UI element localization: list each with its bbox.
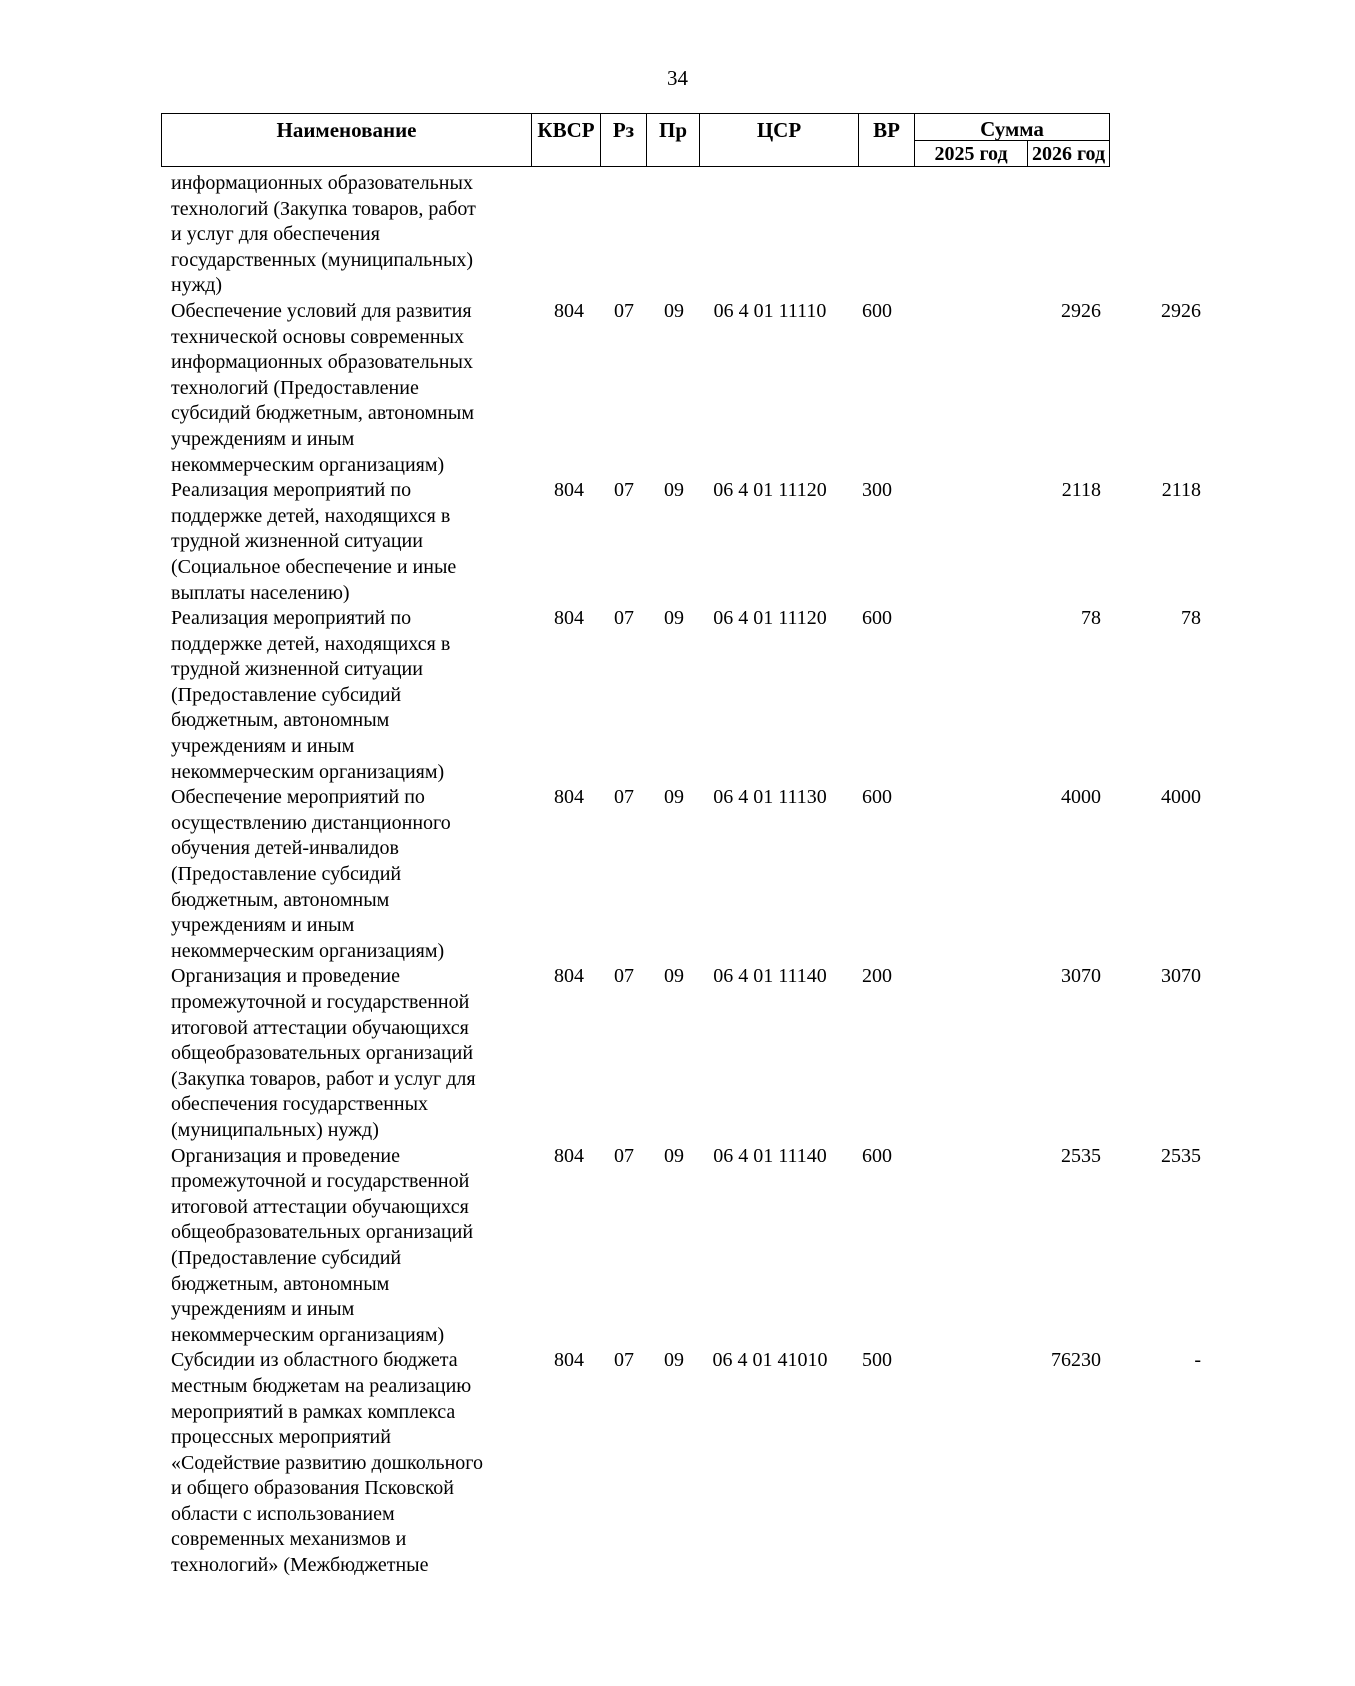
text-line: общеобразовательных организаций: [171, 1221, 474, 1244]
page-number: 34: [667, 66, 688, 90]
text-line: Организация и проведение: [171, 965, 400, 988]
sum-2025-cell: 2118: [1061, 479, 1101, 502]
sum-2026-cell: 4000: [1161, 786, 1201, 809]
rz-cell: 07: [614, 786, 634, 809]
table-row: [171, 1144, 1201, 1349]
text-line: поддержке детей, находящихся в: [171, 504, 451, 527]
row-name: [171, 1144, 521, 1349]
text-line: поддержке детей, находящихся в: [171, 632, 451, 655]
text-line: выплаты населению): [171, 581, 350, 604]
text-line: промежуточной и государственной: [171, 1170, 470, 1193]
text-line: (Предоставление субсидий: [171, 863, 402, 886]
vr-cell: 500: [862, 1349, 892, 1372]
csr-cell: 06 4 01 11140: [713, 1144, 827, 1167]
rz-cell: 07: [614, 1349, 634, 1372]
text-line: учреждениям и иным: [171, 735, 355, 758]
text-line: технологий (Закупка товаров, работ: [171, 197, 476, 220]
sum-2026-cell: 78: [1181, 607, 1201, 630]
text-line: субсидий бюджетным, автономным: [171, 402, 475, 425]
text-line: итоговой аттестации обучающихся: [171, 1016, 469, 1039]
pr-cell: 09: [664, 965, 684, 988]
text-line: бюджетным, автономным: [171, 888, 390, 911]
csr-cell: 06 4 01 11120: [713, 607, 827, 630]
text-line: Реализация мероприятий по: [171, 607, 412, 630]
text-line: Организация и проведение: [171, 1144, 400, 1167]
row-name: [171, 1348, 521, 1578]
text-line: технической основы современных: [171, 325, 465, 348]
pr-cell: 09: [664, 1349, 684, 1372]
rz-cell: 07: [614, 965, 634, 988]
text-line: (Социальное обеспечение и иные: [171, 555, 457, 578]
csr-cell: 06 4 01 11120: [713, 479, 827, 502]
text-line: (Закупка товаров, работ и услуг для: [171, 1067, 476, 1090]
sum-2026-cell: 2535: [1161, 1144, 1201, 1167]
header-rz: Рз: [601, 114, 647, 166]
text-line: Субсидии из областного бюджета: [171, 1349, 458, 1372]
text-line: учреждениям и иным: [171, 427, 355, 450]
text-line: (Предоставление субсидий: [171, 683, 402, 706]
text-line: трудной жизненной ситуации: [171, 658, 423, 681]
sum-2025-cell: 4000: [1061, 786, 1101, 809]
table-row: [171, 478, 1201, 606]
text-line: Реализация мероприятий по: [171, 479, 412, 502]
kvsr-cell: 804: [554, 965, 584, 988]
text-line: нужд): [171, 274, 223, 297]
csr-cell: 06 4 01 41010: [712, 1349, 828, 1372]
text-line: бюджетным, автономным: [171, 1272, 390, 1295]
row-name: [171, 964, 521, 1143]
text-line: итоговой аттестации обучающихся: [171, 1195, 469, 1218]
sum-2025-cell: 78: [1081, 607, 1101, 630]
sum-2025-cell: 2926: [1061, 299, 1101, 322]
rz-cell: 07: [614, 607, 634, 630]
header-year-2025: 2025 год: [915, 141, 1028, 166]
row-name: [171, 478, 521, 606]
table-header: [161, 113, 1110, 167]
text-line: общеобразовательных организаций: [171, 1042, 474, 1065]
sum-2026-cell: -: [1194, 1349, 1201, 1372]
text-line: некоммерческим организациям): [171, 939, 445, 962]
text-line: некоммерческим организациям): [171, 453, 445, 476]
table-row: [171, 1348, 1201, 1578]
sum-2026-cell: 2926: [1161, 299, 1201, 322]
row-name: [171, 299, 521, 478]
text-line: некоммерческим организациям): [171, 1323, 445, 1346]
text-line: современных механизмов и: [171, 1528, 407, 1551]
pr-cell: 09: [664, 607, 684, 630]
pr-cell: 09: [664, 786, 684, 809]
vr-cell: 600: [862, 607, 892, 630]
text-line: некоммерческим организациям): [171, 760, 445, 783]
header-csr: ЦСР: [700, 114, 859, 166]
table-body: [171, 171, 1201, 1579]
table-row: [171, 785, 1201, 964]
text-line: государственных (муниципальных): [171, 248, 474, 271]
sum-2026-cell: 3070: [1161, 965, 1201, 988]
header-name: Наименование: [162, 114, 532, 166]
text-line: промежуточной и государственной: [171, 991, 470, 1013]
sum-2025-cell: 3070: [1061, 965, 1101, 988]
text-line: мероприятий в рамках комплекса: [171, 1400, 456, 1423]
sum-2025-cell: 2535: [1061, 1144, 1101, 1167]
header-vr: ВР: [859, 114, 915, 166]
header-year-2026: 2026 год: [1031, 143, 1106, 165]
rz-cell: 07: [614, 479, 634, 502]
vr-cell: 600: [862, 299, 892, 322]
vr-cell: 600: [862, 1144, 892, 1167]
csr-cell: 06 4 01 11110: [713, 299, 827, 322]
rows-container: [171, 299, 1201, 1579]
header-pr: Пр: [647, 114, 700, 166]
table-row: [171, 299, 1201, 478]
text-line: области с использованием: [171, 1502, 395, 1525]
vr-cell: 200: [862, 965, 892, 988]
rz-cell: 07: [614, 1144, 634, 1167]
kvsr-cell: 804: [554, 1144, 584, 1167]
text-line: и общего образования Псковской: [171, 1477, 454, 1500]
header-sum-group: [915, 114, 1109, 166]
pr-cell: 09: [664, 299, 684, 322]
pr-cell: 09: [664, 479, 684, 502]
text-line: учреждениям и иным: [171, 1298, 355, 1321]
text-line: и услуг для обеспечения: [171, 223, 380, 246]
text-line: (муниципальных) нужд): [171, 1118, 379, 1141]
text-line: Обеспечение мероприятий по: [171, 786, 425, 809]
kvsr-cell: 804: [554, 786, 584, 809]
table-row: [171, 964, 1201, 1143]
kvsr-cell: 804: [554, 299, 584, 322]
pr-cell: 09: [664, 1144, 684, 1167]
text-line: (Предоставление субсидий: [171, 1246, 402, 1269]
text-line: «Содействие развитию дошкольного: [171, 1451, 483, 1474]
sum-2025-cell: 76230: [1051, 1349, 1101, 1372]
text-line: процессных мероприятий: [171, 1426, 391, 1449]
row-name: [171, 606, 521, 785]
csr-cell: 06 4 01 11130: [713, 786, 827, 809]
sum-2026-cell: 2118: [1161, 479, 1201, 502]
text-line: информационных образовательных: [171, 172, 473, 194]
text-line: информационных образовательных: [171, 351, 473, 374]
text-line: обеспечения государственных: [171, 1093, 429, 1116]
text-line: бюджетным, автономным: [171, 709, 390, 732]
header-kvsr: КВСР: [532, 114, 601, 166]
text-line: обучения детей-инвалидов: [171, 837, 399, 860]
text-line: Обеспечение условий для развития: [171, 299, 472, 322]
text-line: технологий (Предоставление: [171, 376, 419, 399]
header-sum: Сумма: [915, 114, 1109, 141]
text-line: трудной жизненной ситуации: [171, 530, 423, 553]
rz-cell: 07: [614, 299, 634, 322]
text-line: технологий» (Межбюджетные: [171, 1554, 429, 1577]
continued-text: [171, 171, 521, 299]
csr-cell: 06 4 01 11140: [713, 965, 827, 988]
vr-cell: 300: [862, 479, 892, 502]
text-line: местным бюджетам на реализацию: [171, 1374, 472, 1397]
text-line: осуществлению дистанционного: [171, 811, 451, 834]
table-row: [171, 606, 1201, 785]
kvsr-cell: 804: [554, 479, 584, 502]
kvsr-cell: 804: [554, 607, 584, 630]
text-line: учреждениям и иным: [171, 914, 355, 937]
row-name: [171, 785, 521, 964]
vr-cell: 600: [862, 786, 892, 809]
kvsr-cell: 804: [554, 1349, 584, 1372]
